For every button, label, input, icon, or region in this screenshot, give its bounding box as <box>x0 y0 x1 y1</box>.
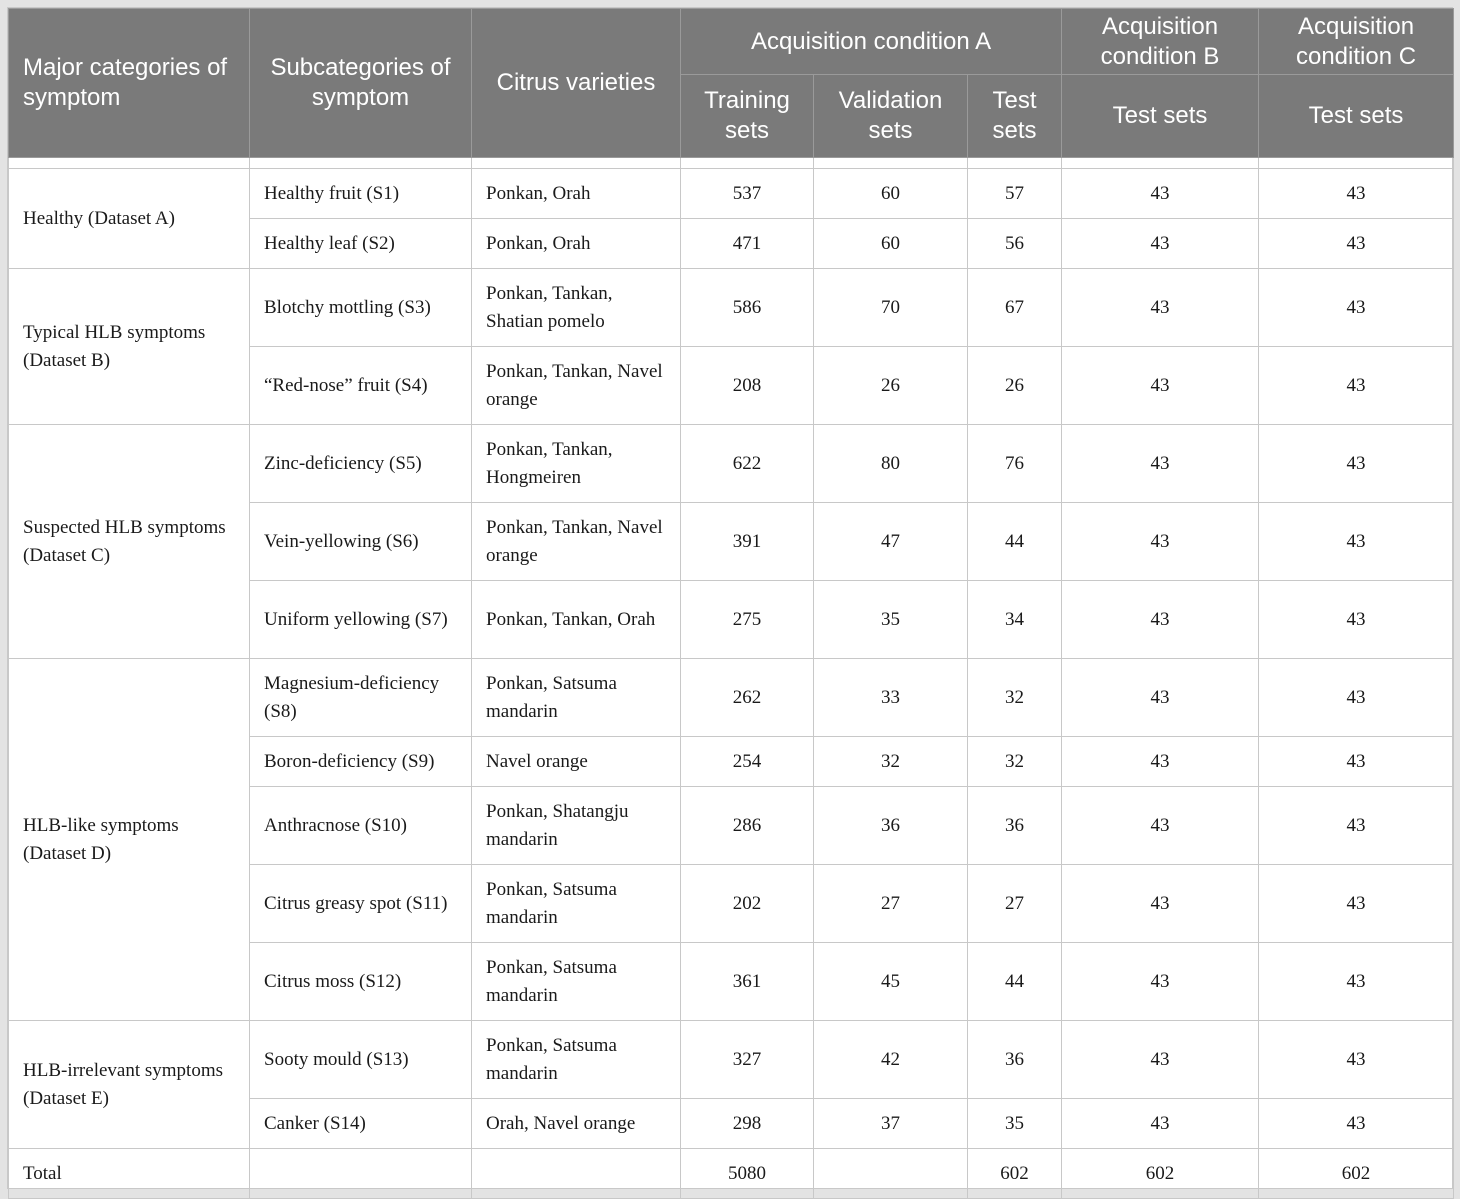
training-cell: 254 <box>681 737 814 787</box>
validation-cell: 32 <box>814 737 968 787</box>
test-c-cell: 43 <box>1259 787 1454 865</box>
total-test-c: 602 <box>1259 1149 1454 1199</box>
header-training-sets: Training sets <box>681 75 814 158</box>
total-training: 5080 <box>681 1149 814 1199</box>
varieties-cell: Orah, Navel orange <box>472 1099 681 1149</box>
test-b-cell: 43 <box>1062 425 1259 503</box>
test-a-cell: 35 <box>968 1099 1062 1149</box>
varieties-cell: Ponkan, Satsuma mandarin <box>472 1021 681 1099</box>
table-frame <box>7 7 1453 1189</box>
training-cell: 262 <box>681 659 814 737</box>
validation-cell: 33 <box>814 659 968 737</box>
total-test-b: 602 <box>1062 1149 1259 1199</box>
test-c-cell: 43 <box>1259 865 1454 943</box>
subcategory-cell: “Red-nose” fruit (S4) <box>250 347 472 425</box>
total-test-a: 602 <box>968 1149 1062 1199</box>
test-b-cell: 43 <box>1062 1099 1259 1149</box>
major-category-cell: Healthy (Dataset A) <box>9 169 250 269</box>
training-cell: 327 <box>681 1021 814 1099</box>
test-b-cell: 43 <box>1062 787 1259 865</box>
subcategory-cell: Uniform yellowing (S7) <box>250 581 472 659</box>
subcategory-cell: Sooty mould (S13) <box>250 1021 472 1099</box>
training-cell: 202 <box>681 865 814 943</box>
subcategory-cell: Vein-yellowing (S6) <box>250 503 472 581</box>
varieties-cell: Ponkan, Tankan, Navel orange <box>472 503 681 581</box>
subcategory-cell: Anthracnose (S10) <box>250 787 472 865</box>
test-b-cell: 43 <box>1062 219 1259 269</box>
test-b-cell: 43 <box>1062 1021 1259 1099</box>
total-row <box>9 1149 1454 1199</box>
header-condition-a: Acquisition condition A <box>681 9 1062 75</box>
test-c-cell: 43 <box>1259 659 1454 737</box>
validation-cell: 37 <box>814 1099 968 1149</box>
test-a-cell: 34 <box>968 581 1062 659</box>
table-row <box>9 169 1454 219</box>
subcategory-cell: Citrus greasy spot (S11) <box>250 865 472 943</box>
test-a-cell: 76 <box>968 425 1062 503</box>
test-a-cell: 32 <box>968 737 1062 787</box>
test-a-cell: 67 <box>968 269 1062 347</box>
validation-cell: 47 <box>814 503 968 581</box>
training-cell: 471 <box>681 219 814 269</box>
validation-cell: 45 <box>814 943 968 1021</box>
subcategory-cell: Blotchy mottling (S3) <box>250 269 472 347</box>
subcategory-cell: Zinc-deficiency (S5) <box>250 425 472 503</box>
training-cell: 361 <box>681 943 814 1021</box>
training-cell: 208 <box>681 347 814 425</box>
header-major-categories: Major categories of symptom <box>9 9 250 158</box>
table-row <box>9 659 1454 737</box>
test-a-cell: 36 <box>968 787 1062 865</box>
total-validation-empty <box>814 1149 968 1199</box>
test-c-cell: 43 <box>1259 503 1454 581</box>
test-b-cell: 43 <box>1062 503 1259 581</box>
test-a-cell: 36 <box>968 1021 1062 1099</box>
varieties-cell: Ponkan, Tankan, Hongmeiren <box>472 425 681 503</box>
test-b-cell: 43 <box>1062 581 1259 659</box>
test-a-cell: 27 <box>968 865 1062 943</box>
varieties-cell: Ponkan, Tankan, Navel orange <box>472 347 681 425</box>
table-row <box>9 1021 1454 1099</box>
header-condition-b: Acquisition condition B <box>1062 9 1259 75</box>
training-cell: 391 <box>681 503 814 581</box>
header-test-sets-c: Test sets <box>1259 75 1454 158</box>
training-cell: 298 <box>681 1099 814 1149</box>
test-a-cell: 44 <box>968 943 1062 1021</box>
training-cell: 586 <box>681 269 814 347</box>
test-c-cell: 43 <box>1259 943 1454 1021</box>
header-condition-c: Acquisition condition C <box>1259 9 1454 75</box>
validation-cell: 35 <box>814 581 968 659</box>
header-citrus-varieties: Citrus varieties <box>472 9 681 158</box>
subcategory-cell: Citrus moss (S12) <box>250 943 472 1021</box>
test-b-cell: 43 <box>1062 659 1259 737</box>
header-spacer <box>9 158 1454 169</box>
header-test-sets-b: Test sets <box>1062 75 1259 158</box>
subcategory-cell: Healthy fruit (S1) <box>250 169 472 219</box>
header-test-sets-a: Test sets <box>968 75 1062 158</box>
training-cell: 537 <box>681 169 814 219</box>
test-a-cell: 44 <box>968 503 1062 581</box>
varieties-cell: Ponkan, Tankan, Shatian pomelo <box>472 269 681 347</box>
subcategory-cell: Boron-deficiency (S9) <box>250 737 472 787</box>
table-row <box>9 269 1454 347</box>
table-body <box>9 158 1454 1199</box>
test-c-cell: 43 <box>1259 581 1454 659</box>
test-c-cell: 43 <box>1259 169 1454 219</box>
subcategory-cell: Healthy leaf (S2) <box>250 219 472 269</box>
varieties-cell: Ponkan, Satsuma mandarin <box>472 943 681 1021</box>
total-subcategory-empty <box>250 1149 472 1199</box>
test-b-cell: 43 <box>1062 865 1259 943</box>
test-b-cell: 43 <box>1062 737 1259 787</box>
test-c-cell: 43 <box>1259 347 1454 425</box>
test-a-cell: 56 <box>968 219 1062 269</box>
major-category-cell: HLB-irrelevant symptoms (Dataset E) <box>9 1021 250 1149</box>
varieties-cell: Ponkan, Tankan, Orah <box>472 581 681 659</box>
subcategory-cell: Canker (S14) <box>250 1099 472 1149</box>
table-row <box>9 425 1454 503</box>
validation-cell: 80 <box>814 425 968 503</box>
total-varieties-empty <box>472 1149 681 1199</box>
test-c-cell: 43 <box>1259 219 1454 269</box>
test-a-cell: 57 <box>968 169 1062 219</box>
varieties-cell: Ponkan, Satsuma mandarin <box>472 865 681 943</box>
validation-cell: 70 <box>814 269 968 347</box>
varieties-cell: Ponkan, Orah <box>472 169 681 219</box>
varieties-cell: Ponkan, Satsuma mandarin <box>472 659 681 737</box>
test-b-cell: 43 <box>1062 347 1259 425</box>
training-cell: 286 <box>681 787 814 865</box>
header-validation-sets: Validation sets <box>814 75 968 158</box>
test-c-cell: 43 <box>1259 425 1454 503</box>
test-b-cell: 43 <box>1062 269 1259 347</box>
test-c-cell: 43 <box>1259 1021 1454 1099</box>
validation-cell: 60 <box>814 169 968 219</box>
test-c-cell: 43 <box>1259 737 1454 787</box>
table-header <box>9 9 1454 158</box>
major-category-cell: Typical HLB symptoms (Dataset B) <box>9 269 250 425</box>
subcategory-cell: Magnesium-deficiency (S8) <box>250 659 472 737</box>
header-subcategories: Subcategories of symptom <box>250 9 472 158</box>
validation-cell: 60 <box>814 219 968 269</box>
varieties-cell: Ponkan, Orah <box>472 219 681 269</box>
training-cell: 275 <box>681 581 814 659</box>
validation-cell: 26 <box>814 347 968 425</box>
major-category-cell: Suspected HLB symptoms (Dataset C) <box>9 425 250 659</box>
validation-cell: 36 <box>814 787 968 865</box>
test-c-cell: 43 <box>1259 269 1454 347</box>
test-c-cell: 43 <box>1259 1099 1454 1149</box>
validation-cell: 27 <box>814 865 968 943</box>
dataset-table <box>8 8 1454 1199</box>
total-label: Total <box>9 1149 250 1199</box>
varieties-cell: Ponkan, Shatangju mandarin <box>472 787 681 865</box>
test-a-cell: 32 <box>968 659 1062 737</box>
training-cell: 622 <box>681 425 814 503</box>
validation-cell: 42 <box>814 1021 968 1099</box>
varieties-cell: Navel orange <box>472 737 681 787</box>
major-category-cell: HLB-like symptoms (Dataset D) <box>9 659 250 1021</box>
test-b-cell: 43 <box>1062 943 1259 1021</box>
test-a-cell: 26 <box>968 347 1062 425</box>
test-b-cell: 43 <box>1062 169 1259 219</box>
